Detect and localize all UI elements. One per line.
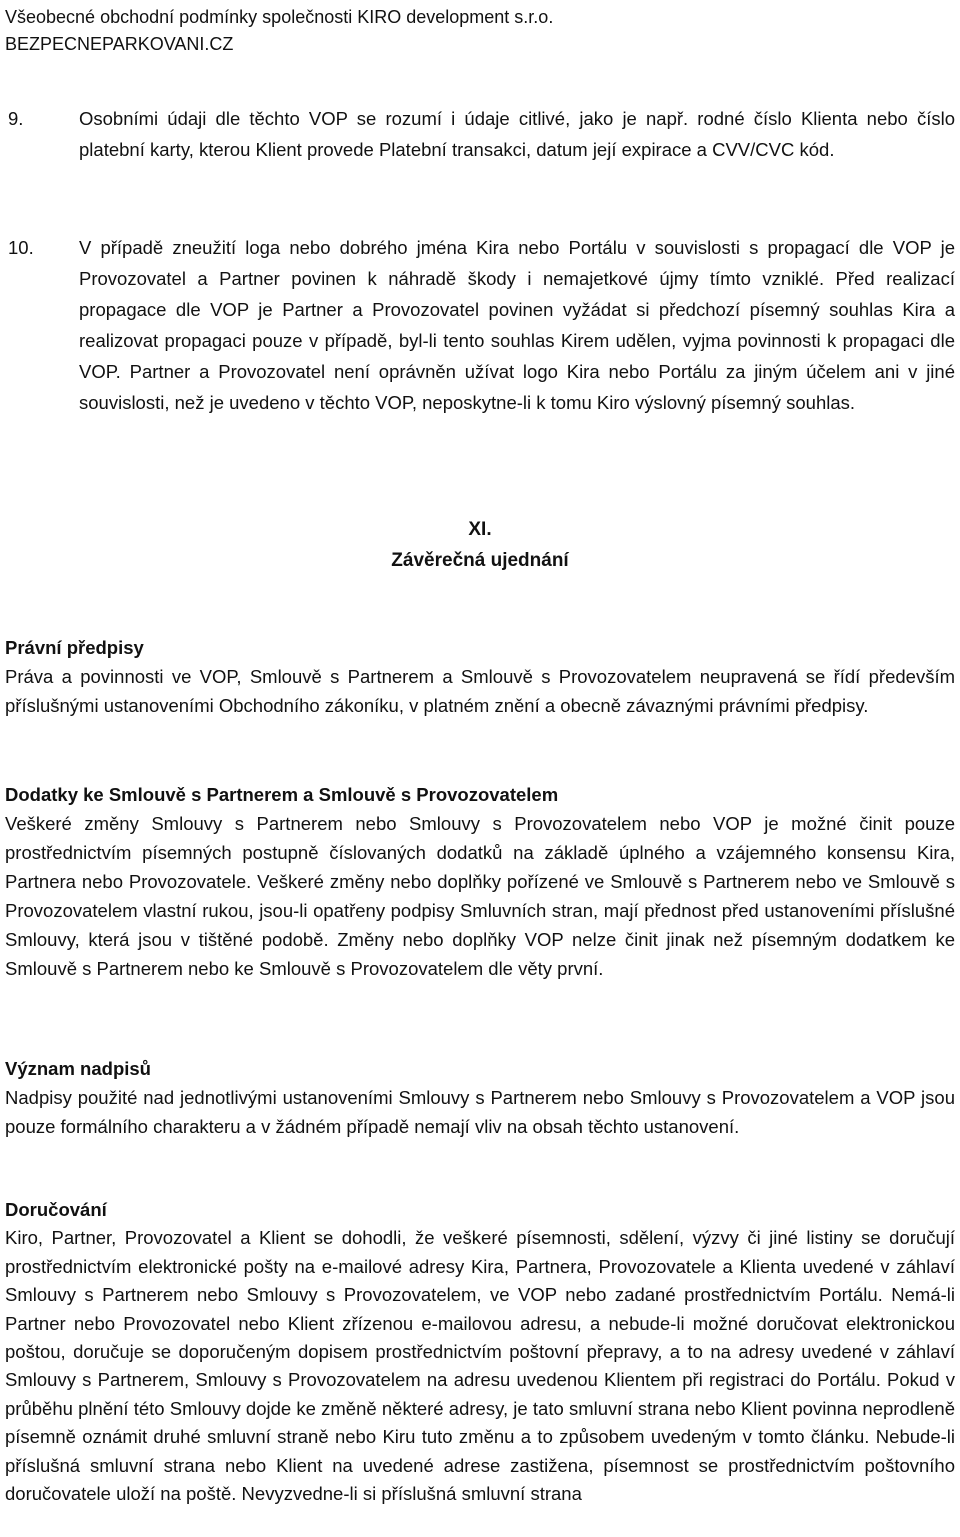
section-title: Závěrečná ujednání	[391, 550, 569, 571]
section-number: XI.	[468, 519, 492, 540]
item-text: Osobními údaji dle těchto VOP se rozumí i údaje citlivé, jako je např. rodné číslo Klienta nebo číslo platební karty, kterou Klient provede Platební transakci, datum její expirace a CVV/CVC kód.	[79, 108, 955, 160]
document-title: Všeobecné obchodní podmínky společnosti KIRO development s.r.o.	[5, 7, 554, 27]
item-number: 10.	[8, 237, 34, 258]
item-number: 9.	[8, 108, 24, 129]
clause-text: Veškeré změny Smlouvy s Partnerem nebo Smlouvy s Provozovatelem nebo VOP je možné činit pouze prostřednictvím písemných postupně číslovaných dodatků na základě úplného a vzájemného konsensu Kira, Partnera nebo Provozovatele. Veškeré změny nebo doplňky pořízené ve Smlouvě s Partnerem nebo ve Smlouvě s Provozovatelem vlastní rukou, jsou-li opatřeny podpisy Smluvních stran, mají přednost před ustanoveními příslušné Smlouvy, která jsou v tištěné podobě. Změny nebo doplňky VOP nelze činit jinak než písemným dodatkem ke Smlouvě s Partnerem nebo ke Smlouvě s Provozovatelem dle věty první.	[5, 813, 955, 979]
clause-title: Doručování	[5, 1199, 107, 1220]
numbered-item	[8, 103, 955, 165]
numbered-item	[8, 232, 955, 418]
page-header	[5, 4, 553, 58]
clause	[5, 1054, 955, 1141]
clause-title: Právní předpisy	[5, 637, 144, 658]
clause-title: Dodatky ke Smlouvě s Partnerem a Smlouvě s Provozovatelem	[5, 784, 559, 805]
clause-title: Význam nadpisů	[5, 1058, 151, 1079]
clause	[5, 780, 955, 983]
clause	[5, 633, 955, 720]
clause-text: Kiro, Partner, Provozovatel a Klient se dohodli, že veškeré písemnosti, sdělení, výzvy či jiné listiny se doručují prostřednictvím elektronické pošty na e-mailové adresy Kira, Partnera, Provozovatele a Klienta uvedené v záhlaví Smlouvy s Partnerem nebo Smlouvy s Provozovatelem, ve VOP nebo zadané prostřednictvím Portálu. Nemá-li Partner nebo Provozovatel nebo Klient zřízenou e-mailovou adresu, a nebude-li možné doručovat elektronickou poštou, doručuje se doporučeným dopisem prostřednictvím poštovní přepravy, a to na adresy uvedené v záhlaví Smlouvy s Partnerem, Smlouvy s Provozovatelem na adresu uvedenou Klientem při registraci do Portálu. Pokud v průběhu plnění této Smlouvy dojde ke změně některé adresy, je tato smluvní strana nebo Klient povinna neprodleně písemně oznámit druhé smluvní straně nebo Kiru tuto změnu a to způsobem uvedeným v tomto článku. Nebude-li příslušná smluvní strana nebo Klient na uvedené adrese zastižena, písemnost se prostřednictvím poštovního doručovatele uloží na poště. Nevyzvedne-li si příslušná smluvní strana	[5, 1227, 955, 1505]
website-name: BEZPECNEPARKOVANI.CZ	[5, 34, 234, 54]
clause-text: Práva a povinnosti ve VOP, Smlouvě s Partnerem a Smlouvě s Provozovatelem neupravená se řídí především příslušnými ustanoveními Obchodního zákoníku, v platném znění a obecně závaznými právními předpisy.	[5, 666, 955, 716]
item-text: V případě zneužití loga nebo dobrého jména Kira nebo Portálu v souvislosti s propagací dle VOP je Provozovatel a Partner povinen k náhradě škody i nemajetkové újmy tímto vzniklé. Před realizací propagace dle VOP je Partner a Provozovatel povinen vyžádat si předchozí písemný souhlas Kira a realizovat propagaci pouze v případě, byl-li tento souhlas Kirem udělen, vyjma povinnosti k propagaci dle VOP. Partner a Provozovatel není oprávněn užívat logo Kira nebo Portálu za jiným účelem ani v jiné souvislosti, než je uvedeno v těchto VOP, neposkytne-li k tomu Kiro výslovný písemný souhlas.	[79, 237, 955, 413]
clause	[5, 1196, 955, 1508]
clause-text: Nadpisy použité nad jednotlivými ustanoveními Smlouvy s Partnerem nebo Smlouvy s Provozovatelem a VOP jsou pouze formálního charakteru a v žádném případě nemají vliv na obsah těchto ustanovení.	[5, 1087, 955, 1137]
